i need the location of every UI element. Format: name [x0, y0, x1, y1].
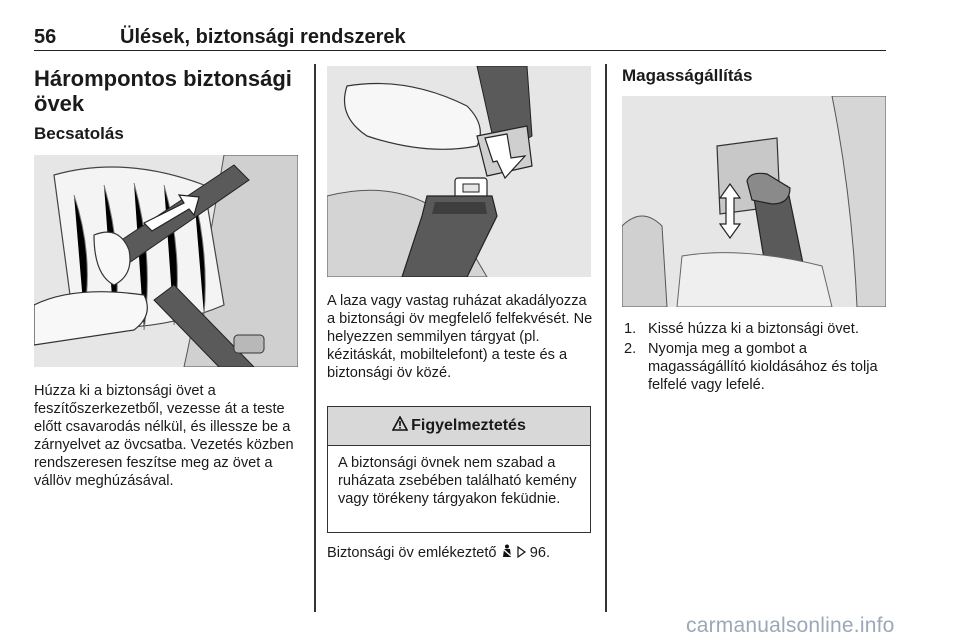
running-title: Ülések, biztonsági rendszerek	[120, 26, 406, 48]
page-header	[34, 26, 886, 51]
seatbelt-reminder-reference	[327, 544, 593, 562]
height-adjustment-steps	[624, 320, 890, 396]
subsection-title-height-adjustment: Magasságállítás	[622, 66, 753, 85]
fastening-instructions: Húzza ki a biztonsági övet a feszítőszerkezetből, vezesse át a teste előtt csavarodás nélkül, és illessze be a zárnyelvet az övcsatba. Vezetés közben rendszeresen feszítse meg az övet a vállöv meghúzásával.	[34, 383, 294, 489]
figure-buckle-insertion	[327, 66, 591, 277]
subsection-title-fastening: Becsatolás	[34, 124, 124, 143]
column-divider	[314, 64, 316, 612]
figure-fastening-belt	[34, 155, 298, 367]
warning-header	[328, 407, 590, 446]
clothing-note: A laza vagy vastag ruházat akadályozza a biztonsági öv megfelelő felfekvését. Ne helyezzen semmilyen tárgyat (pl. kézitáskát, mobiltelefont) a teste és a biztonsági öv közé.	[327, 293, 593, 381]
list-item	[624, 340, 890, 394]
warning-box	[327, 406, 591, 533]
watermark: carmanualsonline.info	[686, 614, 895, 637]
page-number: 56	[34, 26, 57, 48]
section-title: Hárompontos biztonsági övek	[34, 66, 292, 116]
list-item	[624, 320, 890, 338]
step-text: Kissé húzza ki a biztonsági övet.	[648, 321, 859, 337]
page-ref-arrow-icon	[517, 545, 526, 561]
step-text: Nyomja meg a gombot a magasságállító kioldásához és tolja felfelé vagy lefelé.	[648, 341, 878, 393]
seatbelt-icon	[501, 545, 513, 561]
reminder-label: Biztonsági öv emlékeztető	[327, 545, 497, 561]
step-number: 1.	[624, 321, 637, 337]
warning-text: A biztonsági övnek nem szabad a ruházata zsebében található kemény vagy törékeny tárgyakon feküdnie.	[338, 455, 577, 507]
figure-height-adjuster	[622, 96, 886, 307]
column-divider	[605, 64, 607, 612]
reminder-page-ref[interactable]: 96.	[529, 545, 551, 561]
step-number: 2.	[624, 341, 637, 357]
warning-triangle-icon	[392, 416, 408, 436]
warning-title: Figyelmeztetés	[411, 417, 526, 434]
